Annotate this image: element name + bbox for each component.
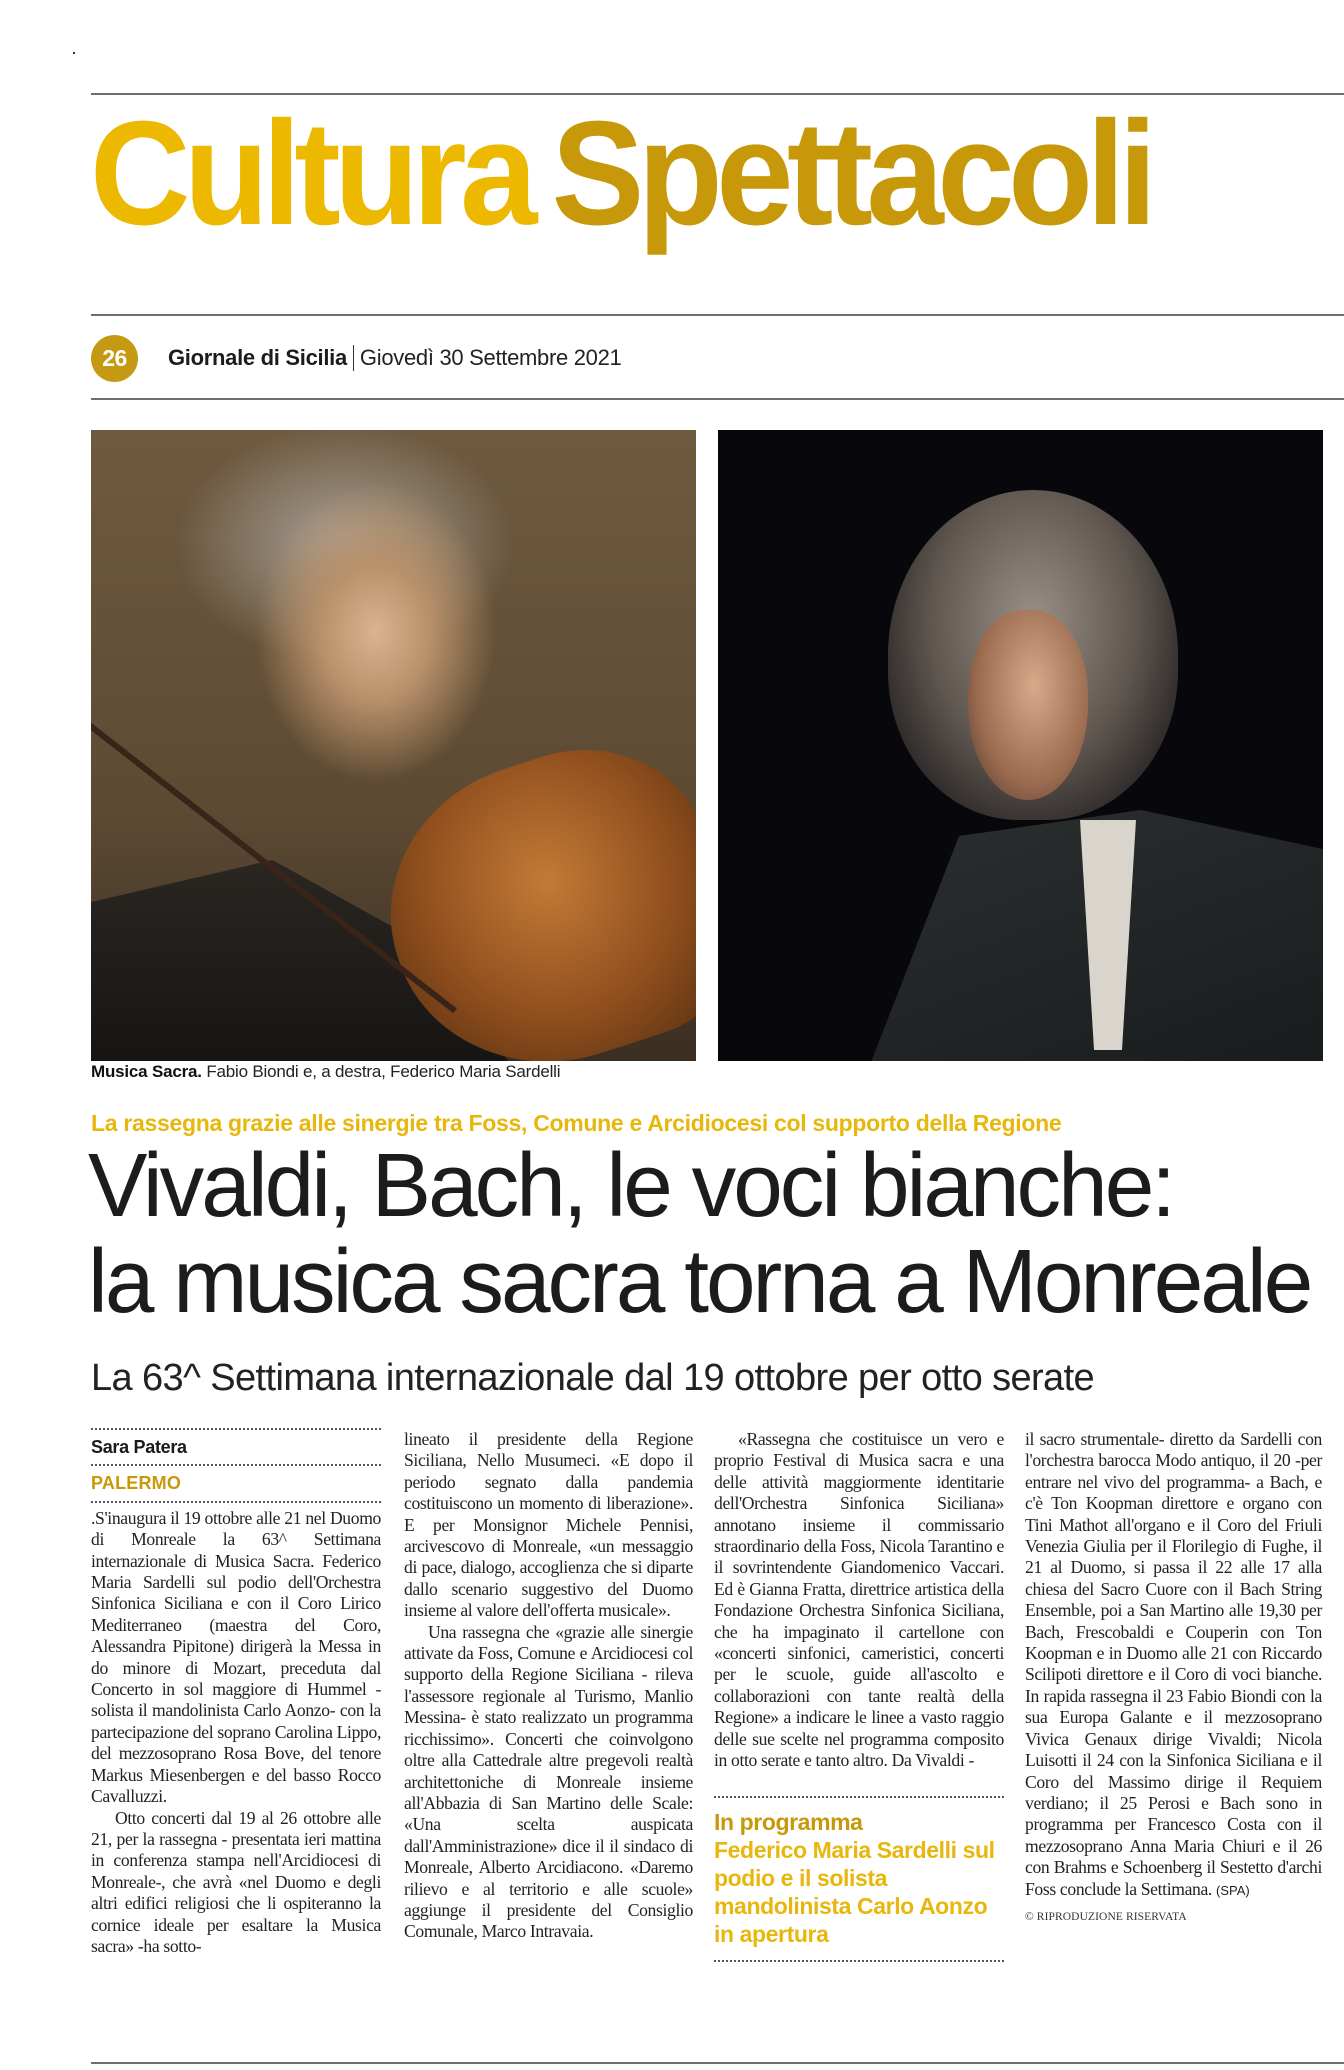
article-column-3: [714, 1429, 1004, 1962]
paragraph: .S'inaugura il 19 ottobre alle 21 nel Duomo di Monreale la 63^ Settimana internazionale di Musica Sacra. Federico Maria Sardelli sul podio dell'Orchestra Sinfonica Siciliana e con il Coro Lirico Mediterraneo (maestra del Coro, Alessandra Pipitone) dirigerà la Messa in do minore di Mozart, preceduta dal Concerto in sol maggiore di Hummel - solista il mandolinista Carlo Aonzo- con la partecipazione del soprano Carolina Lippo, del mezzosoprano Rosa Bove, del tenore Markus Miesenbergen e del basso Rocco Cavalluzzi.: [91, 1507, 381, 1807]
photo-caption: [91, 1062, 560, 1082]
folio-rule: [91, 398, 1344, 400]
dotted-rule: [714, 1960, 1004, 1962]
paragraph: Otto concerti dal 19 al 26 ottobre alle 21, per la rassegna - presentata ieri mattina in conferenza stampa nell'Arcidiocesi di Monreale-, che avrà «nel Duomo e degli altri edifici religiosi che li ospiteranno la cornice ideale per esaltare la Musica sacra» -ha sotto-: [91, 1807, 381, 1956]
page-number-badge: 26: [91, 335, 138, 382]
pull-quote: [714, 1796, 1004, 1962]
paragraph: [1025, 1429, 1322, 1901]
copyright-notice: © RIPRODUZIONE RISERVATA: [1025, 1910, 1187, 1923]
paper-name: Giornale di Sicilia: [168, 345, 347, 370]
section-title-spettacoli: Spettacoli: [551, 91, 1151, 256]
section-title: [90, 91, 1151, 256]
caption-text: Fabio Biondi e, a destra, Federico Maria Sardelli: [201, 1062, 561, 1081]
bottom-rule: [91, 2062, 1344, 2064]
article-kicker: La rassegna grazie alle sinergie tra Foss, Comune e Arcidiocesi col supporto della Regione: [91, 1110, 1062, 1136]
byline: Sara Patera: [91, 1437, 187, 1457]
photo-federico-maria-sardelli: [718, 430, 1323, 1061]
article-column-4: [1025, 1429, 1322, 1928]
paragraph: Una rassegna che «grazie alle sinergie attivate da Foss, Comune e Arcidiocesi col supporto della Regione Siciliana - rileva l'assessore regionale al Turismo, Manlio Messina- è stato realizzato un programma ricchissimo». Concerti che coinvolgono oltre alla Cattedrale altre pregevoli realtà architettoniche di Monreale insieme all'Abbazia di San Martino delle Scale: «Una scelta auspicata dall'Amministrazione» dice il il sindaco di Monreale, Alberto Arcidiacono. «Daremo rilievo e al territorio e alle scuole» aggiunge il presidente del Consiglio Comunale, Marco Intravaia.: [404, 1621, 693, 1942]
photo-detail-face: [968, 610, 1088, 800]
headline-line-2: la musica sacra torna a Monreale: [88, 1232, 1311, 1332]
photo-fabio-biondi: [91, 430, 696, 1061]
paragraph-text: il sacro strumentale- diretto da Sardelli con l'orchestra barocca Modo antiquo, il 20 -per entrare nel vivo del programma- a Bach, e c'è Ton Koopman direttore e organo con Tini Mathot all'organo e il Coro del Friuli Venezia Giulia per il Florilegio di Fughe, il 21 al Duomo, si passa il 22 alle 17 alla chiesa del Sacro Cuore con il Bach String Ensemble, poi a San Martino alle 19,30 per Bach, Frescobaldi e Couperin con Ton Koopman e in Duomo alle 21 con Riccardo Scilipoti direttore e il Coro di voci bianche. In rapida rassegna il 23 Fabio Biondi con la sua Europa Galante e il mezzosoprano Vivica Genaux dirige Vivaldi; Nicola Luisotti il 24 con la Sinfonica Siciliana e il Coro del Massimo dirige il Requiem verdiano; il 25 Perosi e Bach sono in programma per Francesco Costa con il mezzosoprano Anna Maria Chiuri e il 26 con Brahms e Schoenberg il Sestetto d'archi Foss conclude la Settimana.: [1025, 1429, 1322, 1899]
paragraph: «Rassegna che costituisce un vero e proprio Festival di Musica sacra e una delle attività maggiormente identitarie dell'Orchestra Sinfonica Siciliana» annotano insieme il commissario straordinario della Foss, Nicola Tarantino e il sovrintendente Giandomenico Vaccari. Ed è Gianna Fratta, direttrice artistica della Fondazione Orchestra Sinfonica Siciliana, che ha impaginato il cartellone con «concerti sinfonici, cameristici, concerti per le scuole, guide all'ascolto e collaborazioni con tante realtà della Regione» a indicare le linee a vasto raggio delle sue scelte nel programma composito in otto serate e tanto altro. Da Vivaldi -: [714, 1429, 1004, 1771]
article-deck: La 63^ Settimana internazionale dal 19 ottobre per otto serate: [91, 1357, 1095, 1399]
article-column-2: [404, 1429, 693, 1943]
pull-quote-text: [714, 1798, 1004, 1960]
scan-speck: [73, 52, 75, 54]
paragraph: lineato il presidente della Regione Siciliana, Nello Musumeci. «E dopo il periodo segnato dalla pandemia costituiscono un momento di liberazione». E per Monsignor Michele Pennisi, arcivescovo di Monreale, «un messaggio di pace, dialogo, accoglienza che si diparte dallo scenario suggestivo del Duomo insieme al valore dell'offerta musicale».: [404, 1429, 693, 1621]
author-signature: (SPA): [1216, 1882, 1250, 1898]
caption-lead: Musica Sacra.: [91, 1062, 202, 1081]
folio-separator: [353, 345, 354, 371]
article-headline: [88, 1138, 1310, 1330]
section-title-cultura: Cultura: [90, 91, 531, 256]
headline-line-1: Vivaldi, Bach, le voci bianche:: [88, 1136, 1174, 1236]
pull-quote-rest: Federico Maria Sardelli sul podio e il solista mandolinista Carlo Aonzo in apertura: [714, 1836, 995, 1947]
folio: [91, 334, 621, 382]
column-body: [91, 1503, 381, 1958]
dateline: PALERMO: [91, 1473, 182, 1494]
pull-quote-first-line: In programma: [714, 1808, 863, 1835]
article-column-1: [91, 1428, 381, 1957]
issue-date: Giovedì 30 Settembre 2021: [359, 345, 622, 370]
header-rule: [91, 314, 1344, 316]
